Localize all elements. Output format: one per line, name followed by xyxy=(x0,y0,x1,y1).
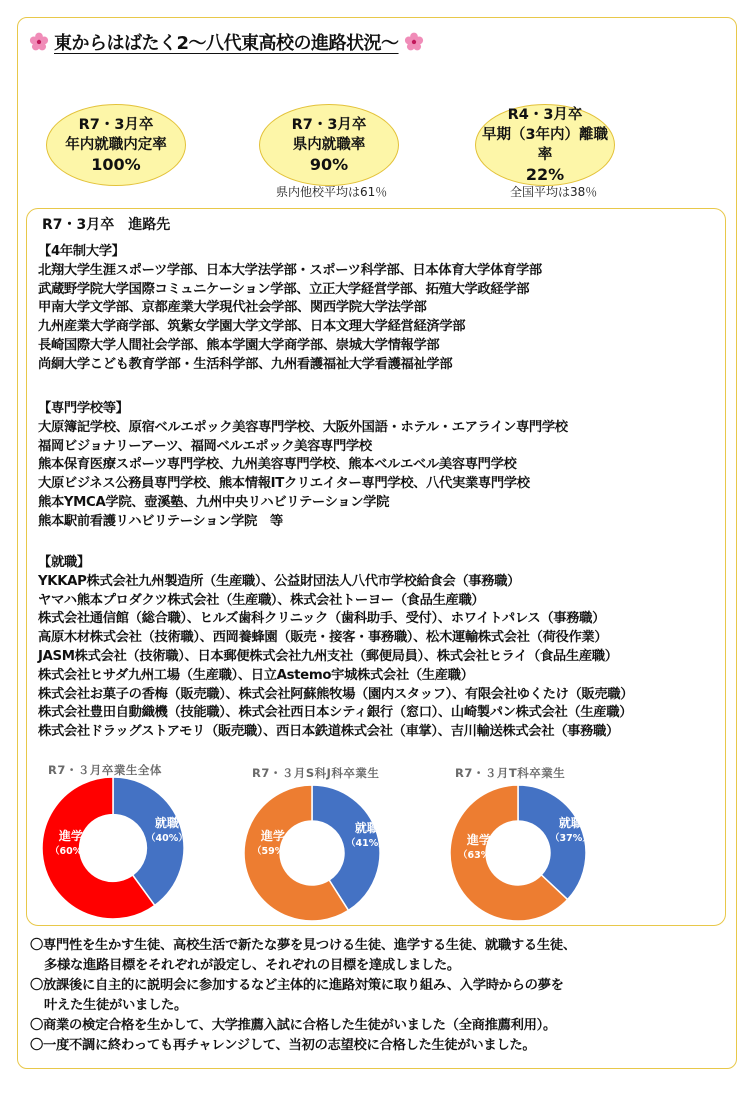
slice-label-employment xyxy=(346,820,388,852)
slice-label-employment xyxy=(146,815,188,847)
section-heading: 【4年制大学】 xyxy=(38,244,125,259)
chart-title: R7・３月卒業生全体 xyxy=(48,763,162,777)
list-item: 福岡ビジョナリーアーツ、福岡ベルエポック美容専門学校 xyxy=(38,438,372,454)
slice-percent: （59%） xyxy=(252,846,294,857)
summary-line: 〇商業の検定合格を生かして、大学推薦入試に合格した生徒がいました（全商推薦利用）。 xyxy=(30,1018,556,1033)
summary-line: 叶えた生徒がいました。 xyxy=(44,998,187,1013)
slice-category: 就職 xyxy=(354,821,379,835)
list-item: 大原ビジネス公務員専門学校、熊本情報ITクリエイター専門学校、八代実業専門学校 xyxy=(38,476,530,492)
slice-percent: （60%） xyxy=(50,846,92,857)
list-item: 尚絅大学こども教育学部・生活科学部、九州看護福祉大学看護福祉学部 xyxy=(38,356,453,372)
summary-line: 〇放課後に自主的に説明会に参加するなど主体的に進路対策に取り組み、入学時からの夢を xyxy=(30,978,564,993)
summary-notes xyxy=(30,936,576,1056)
slice-label-employment xyxy=(550,815,592,847)
slice-label-advancement xyxy=(252,828,294,860)
title-text: 東からはばたく2～八代東高校の進路状況～ xyxy=(54,33,399,54)
summary-line: 〇一度不調に終わっても再チャレンジして、当初の志望校に合格した生徒がいました。 xyxy=(30,1038,536,1053)
chart-title: R7・３月S科J科卒業生 xyxy=(252,766,380,780)
list-item: 熊本駅前看護リハビリテーション学院 等 xyxy=(38,513,283,529)
slice-percent: （40%） xyxy=(146,833,188,844)
list-item: 九州産業大学商学部、筑紫女学園大学文学部、日本文理大学経営経済学部 xyxy=(38,319,466,335)
stat-local-employment-rate xyxy=(259,104,399,186)
list-item: 高原木材株式会社（技術職）、西岡養蜂園（販売・接客・事務職）、松木運輸株式会社（荷役作業） xyxy=(38,630,608,646)
list-item: 株式会社通信館（総合職）、ヒルズ歯科クリニック（歯科助手、受付）、ホワイトパレス（事務職） xyxy=(38,611,606,627)
sakura-icon xyxy=(28,31,50,53)
stat-label: 年内就職内定率 xyxy=(65,137,167,153)
slice-category: 進学 xyxy=(58,829,83,843)
list-item: 甲南大学文学部、京都産業大学現代社会学部、関西学院大学法学部 xyxy=(38,300,427,316)
stat-period: R7・3月卒 xyxy=(78,117,154,133)
list-item: 大原簿記学校、原宿ベルエポック美容専門学校、大阪外国語・ホテル・エアライン専門学校 xyxy=(38,419,568,435)
list-item: JASM株式会社（技術職）、日本郵便株式会社九州支社（郵便局員）、株式会社ヒライ（食品生産職） xyxy=(38,648,618,664)
stat-employment-offer-rate xyxy=(46,104,186,186)
section-heading: 【専門学校等】 xyxy=(38,401,129,416)
slice-category: 就職 xyxy=(154,816,179,830)
slice-category: 進学 xyxy=(260,829,285,843)
stat-value: 90% xyxy=(309,155,349,174)
summary-line: 〇専門性を生かす生徒、高校生活で新たな夢を見つける生徒、進学する生徒、就職する生徒、 xyxy=(30,938,576,953)
slice-percent: （41%） xyxy=(346,838,388,849)
slice-category: 就職 xyxy=(558,816,583,830)
stat-note-national: 全国平均は38％ xyxy=(510,185,598,199)
stat-label: 早期（3年内）離職率 xyxy=(481,127,609,163)
stat-period: R7・3月卒 xyxy=(291,117,367,133)
career-title: R7・3月卒 進路先 xyxy=(42,217,171,233)
sakura-icon xyxy=(403,31,425,53)
list-item: 北翔大学生涯スポーツ学部、日本大学法学部・スポーツ科学部、日本体育大学体育学部 xyxy=(38,262,542,278)
list-item: 株式会社ドラッグストアモリ（販売職）、西日本鉄道株式会社（車掌）、吉川輸送株式会社（事務職） xyxy=(38,724,619,740)
slice-percent: （63%） xyxy=(458,850,500,861)
university-section xyxy=(38,243,542,375)
list-item: 株式会社ヒサダ九州工場（生産職）、日立Astemo宇城株式会社（生産職） xyxy=(38,667,474,683)
slice-category: 進学 xyxy=(466,833,491,847)
list-item: 株式会社豊田自動織機（技能職）、株式会社西日本シティ銀行（窓口）、山崎製パン株式会社（生産職） xyxy=(38,705,633,721)
list-item: ヤマハ熊本プロダクツ株式会社（生産職）、株式会社トーヨー（食品生産職） xyxy=(38,592,485,608)
summary-line: 多様な進路目標をそれぞれが設定し、それぞれの目標を達成しました。 xyxy=(44,958,460,973)
stat-note-local: 県内他校平均は61％ xyxy=(276,185,388,199)
list-item: YKKAP株式会社九州製造所（生産職）、公益財団法人八代市学校給食会（事務職） xyxy=(38,573,521,589)
list-item: 株式会社お菓子の香梅（販売職）、株式会社阿蘇熊牧場（園内スタッフ）、有限会社ゆくたけ（販売職） xyxy=(38,686,634,702)
stat-label: 県内就職率 xyxy=(292,137,366,153)
employment-section xyxy=(38,554,633,742)
list-item: 熊本YMCA学院、壺溪塾、九州中央リハビリテーション学院 xyxy=(38,494,390,510)
slice-label-advancement xyxy=(50,828,92,860)
page-title xyxy=(28,27,425,57)
list-item: 熊本保育医療スポーツ専門学校、九州美容専門学校、熊本ベルエベル美容専門学校 xyxy=(38,457,517,473)
section-heading: 【就職】 xyxy=(38,555,90,570)
chart-title: R7・３月T科卒業生 xyxy=(455,766,566,780)
stat-period: R4・3月卒 xyxy=(507,107,583,123)
stat-value: 100% xyxy=(91,155,141,174)
stat-value: 22% xyxy=(525,165,565,184)
list-item: 武蔵野学院大学国際コミュニケーション学部、立正大学経営学部、拓殖大学政経学部 xyxy=(38,281,530,297)
slice-percent: （37%） xyxy=(550,833,592,844)
list-item: 長崎国際大学人間社会学部、熊本学園大学商学部、崇城大学情報学部 xyxy=(38,337,440,353)
vocational-section xyxy=(38,400,568,532)
stat-early-turnover-rate xyxy=(475,104,615,186)
slice-label-advancement xyxy=(458,832,500,864)
